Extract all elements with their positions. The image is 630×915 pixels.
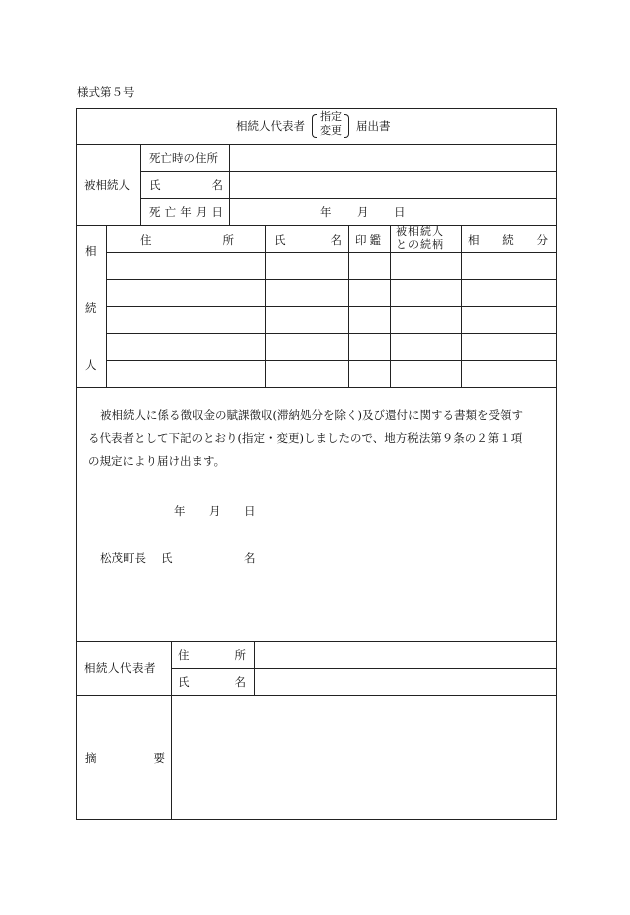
heirs-label-char-1: 相 — [85, 244, 97, 258]
col-address-char-2: 所 — [222, 233, 234, 247]
title-option-designate: 指定 — [320, 110, 342, 123]
deceased-date-month: 月 — [357, 205, 369, 219]
title-suffix: 届出書 — [356, 119, 391, 133]
date-label-char-3: 年 — [180, 205, 192, 219]
date-label-char-5: 日 — [211, 205, 223, 219]
rep-name-char-2: 名 — [234, 675, 246, 689]
table-row[interactable] — [107, 253, 556, 279]
declaration-line-2: る代表者として下記のとおり(指定・変更)しましたので、地方税法第９条の２第１項 — [88, 431, 523, 445]
table-right-border — [556, 108, 557, 820]
table-bottom-border — [76, 819, 557, 820]
table-left-border — [76, 108, 77, 820]
col-name-char-2: 名 — [330, 233, 342, 247]
deceased-date-label — [149, 205, 223, 219]
col-share-char-3: 分 — [536, 233, 548, 247]
deceased-date-field[interactable] — [230, 199, 556, 225]
representative-section-label: 相続人代表者 — [84, 661, 156, 675]
summary-label — [85, 751, 165, 765]
deceased-date-year: 年 — [320, 205, 332, 219]
col-address-char-1: 住 — [140, 233, 152, 247]
rep-address-char-2: 所 — [234, 648, 246, 662]
heirs-label-char-2: 続 — [85, 301, 97, 315]
form-number: 様式第５号 — [77, 85, 135, 99]
deceased-label-divider — [140, 144, 141, 225]
title-prefix: 相続人代表者 — [236, 119, 305, 133]
title-bracket-right — [344, 114, 349, 138]
deceased-name-label — [149, 178, 223, 192]
date-label-char-2: 亡 — [164, 205, 177, 219]
deceased-name-field[interactable] — [230, 172, 556, 198]
table-row[interactable] — [107, 307, 556, 333]
table-top-border — [76, 108, 557, 109]
col-share-char-2: 続 — [502, 233, 514, 247]
name-label-char-1: 氏 — [149, 178, 161, 192]
deceased-section-label: 被相続人 — [84, 178, 130, 192]
heirs-col-share — [468, 233, 548, 247]
table-row[interactable] — [107, 361, 556, 387]
declaration-line-3: の規定により届け出ます。 — [88, 454, 226, 468]
name-label-char-2: 名 — [211, 178, 223, 192]
deceased-date-day: 日 — [394, 205, 406, 219]
date-label-char-4: 月 — [195, 205, 208, 219]
declaration-date-day: 日 — [244, 504, 256, 518]
deceased-section-bottom — [76, 225, 557, 226]
addressee: 松茂町長 — [100, 551, 146, 565]
summary-char-2: 要 — [153, 751, 165, 765]
heirs-col-address — [140, 233, 234, 247]
col-name-char-1: 氏 — [274, 233, 286, 247]
declaration-date-year: 年 — [174, 504, 186, 518]
table-row[interactable] — [107, 334, 556, 360]
title-bracket-left — [312, 114, 317, 138]
addressee-name-char-2: 名 — [244, 551, 256, 565]
summary-char-1: 摘 — [85, 751, 97, 765]
heirs-col-seal: 印鑑 — [355, 233, 384, 247]
representative-address-label — [178, 648, 246, 662]
deceased-address-field[interactable] — [230, 145, 556, 171]
representative-address-field[interactable] — [255, 642, 556, 668]
title-option-change: 変更 — [320, 124, 342, 137]
heirs-col-relation-line-2: との続柄 — [396, 238, 444, 251]
representative-name-field[interactable] — [255, 669, 556, 695]
table-row[interactable] — [107, 280, 556, 306]
declaration-date-month: 月 — [209, 504, 221, 518]
col-share-char-1: 相 — [468, 233, 480, 247]
deceased-address-label: 死亡時の住所 — [149, 151, 218, 165]
rep-name-char-1: 氏 — [178, 675, 190, 689]
declaration-line-1: 被相続人に係る徴収金の賦課徴収(滞納処分を除く)及び還付に関する書類を受領す — [100, 408, 523, 422]
heirs-section-bottom — [76, 387, 557, 388]
addressee-name-char-1: 氏 — [161, 551, 173, 565]
heirs-label-char-3: 人 — [85, 358, 97, 372]
rep-address-char-1: 住 — [178, 648, 190, 662]
date-label-char-1: 死 — [149, 205, 161, 219]
summary-field[interactable] — [172, 696, 556, 819]
representative-name-label — [178, 675, 246, 689]
heirs-col-name — [274, 233, 342, 247]
heirs-col-relation-line-1: 被相続人 — [396, 225, 444, 238]
declaration-text — [88, 404, 544, 473]
